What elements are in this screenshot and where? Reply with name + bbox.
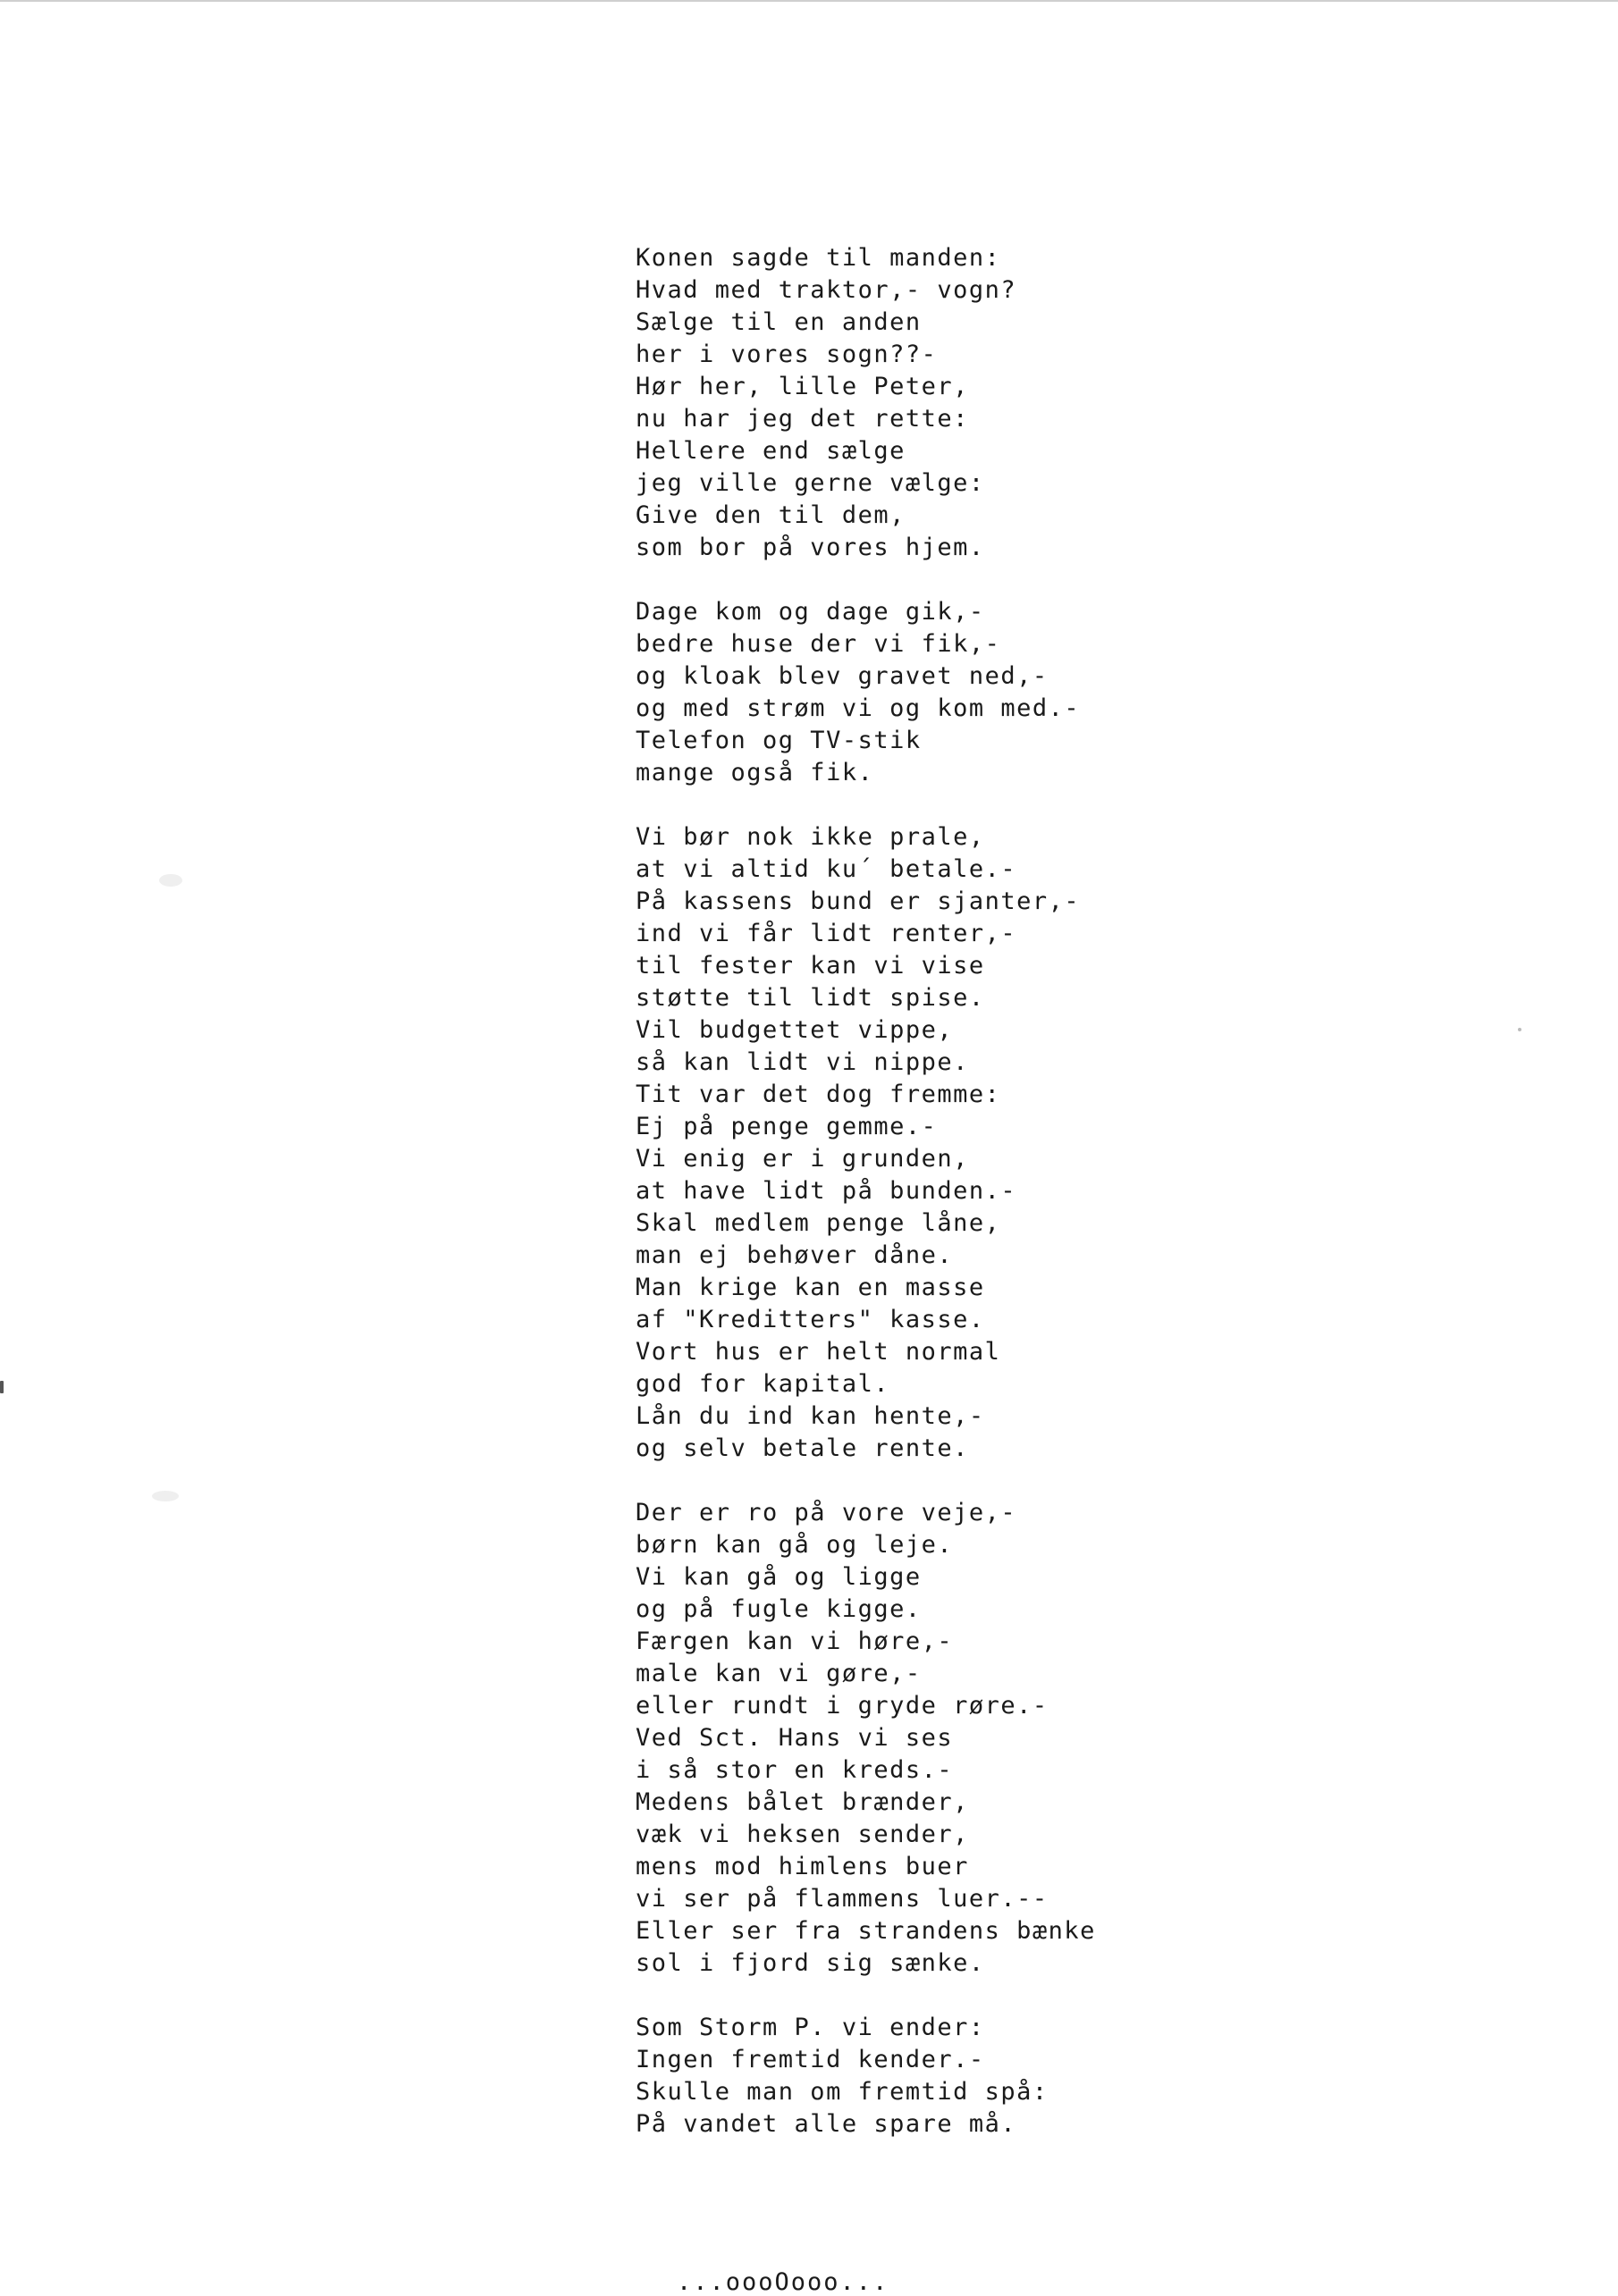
poem-line: Ingen fremtid kender.- [636,2046,985,2073]
stanza [636,596,1530,789]
poem-line: På vandet alle spare må. [636,2110,1017,2138]
stanza [636,242,1530,564]
poem-line: at vi altid ku´ betale.- [636,855,1017,883]
poem-line: Vort hus er helt normal [636,1338,1001,1366]
poem-line: som bor på vores hjem. [636,534,985,561]
poem-line: sol i fjord sig sænke. [636,1949,985,1977]
poem-line: støtte til lidt spise. [636,984,985,1012]
poem-line: Vi bør nok ikke prale, [636,823,985,851]
poem-line: og med strøm vi og kom med.- [636,694,1081,722]
poem-line: Vi kan gå og ligge [636,1563,922,1591]
poem-line: eller rundt i gryde røre.- [636,1692,1049,1720]
poem-line: Medens bålet brænder, [636,1788,969,1816]
scan-mark [152,1491,179,1501]
poem-line: På kassens bund er sjanter,- [636,887,1081,915]
poem-line: her i vores sogn??- [636,341,938,368]
poem-line: mange også fik. [636,759,874,786]
poem-line: væk vi heksen sender, [636,1821,969,1848]
poem-line: og selv betale rente. [636,1434,969,1462]
poem-line: Man krige kan en masse [636,1274,985,1301]
poem-line: så kan lidt vi nippe. [636,1048,969,1076]
poem-line: i så stor en kreds.- [636,1756,954,1784]
poem-line: Hellere end sælge [636,437,906,465]
poem-line: til fester kan vi vise [636,952,985,980]
poem-line: bedre huse der vi fik,- [636,630,1001,658]
poem-line: Som Storm P. vi ender: [636,2014,985,2041]
stanza [636,2012,1530,2140]
poem-line: Vil budgettet vippe, [636,1016,954,1044]
poem-line: af "Kreditters" kasse. [636,1306,985,1333]
poem-line: Sælge til en anden [636,308,922,336]
poem-line: Tit var det dog fremme: [636,1081,1001,1108]
poem [636,242,1530,2173]
stanza [636,821,1530,1465]
poem-line: ind vi får lidt renter,- [636,920,1017,947]
poem-line: man ej behøver dåne. [636,1241,954,1269]
poem-line: Ej på penge gemme.- [636,1113,938,1140]
poem-line: Hvad med traktor,- vogn? [636,276,1017,304]
scan-edge [0,0,1618,2]
poem-line: Der er ro på vore veje,- [636,1499,1017,1526]
poem-line: Skal medlem penge låne, [636,1209,1001,1237]
poem-line: Hør her, lille Peter, [636,373,969,400]
poem-line: vi ser på flammens luer.-- [636,1885,1049,1913]
closing-ornament: ...oooOooo... [677,2268,889,2296]
poem-line: og kloak blev gravet ned,- [636,662,1049,690]
poem-line: børn kan gå og leje. [636,1531,954,1559]
poem-line: Konen sagde til manden: [636,244,1001,272]
poem-line: og på fugle kigge. [636,1595,922,1623]
poem-line: male kan vi gøre,- [636,1660,922,1687]
poem-line: Vi enig er i grunden, [636,1145,969,1173]
poem-line: Telefon og TV-stik [636,727,922,754]
poem-line: at have lidt på bunden.- [636,1177,1017,1205]
poem-line: Færgen kan vi høre,- [636,1627,954,1655]
poem-line: god for kapital. [636,1370,890,1398]
poem-line: Eller ser fra strandens bænke [636,1917,1096,1945]
poem-line: Ved Sct. Hans vi ses [636,1724,954,1752]
poem-line: Dage kom og dage gik,- [636,598,985,626]
poem-line: nu har jeg det rette: [636,405,969,433]
stanza [636,1497,1530,1980]
poem-line: Lån du ind kan hente,- [636,1402,985,1430]
poem-line: Give den til dem, [636,501,906,529]
poem-line: mens mod himlens buer [636,1853,969,1880]
scan-mark [159,874,182,887]
poem-line: jeg ville gerne vælge: [636,469,985,497]
scan-mark [0,1381,4,1393]
poem-line: Skulle man om fremtid spå: [636,2078,1049,2106]
